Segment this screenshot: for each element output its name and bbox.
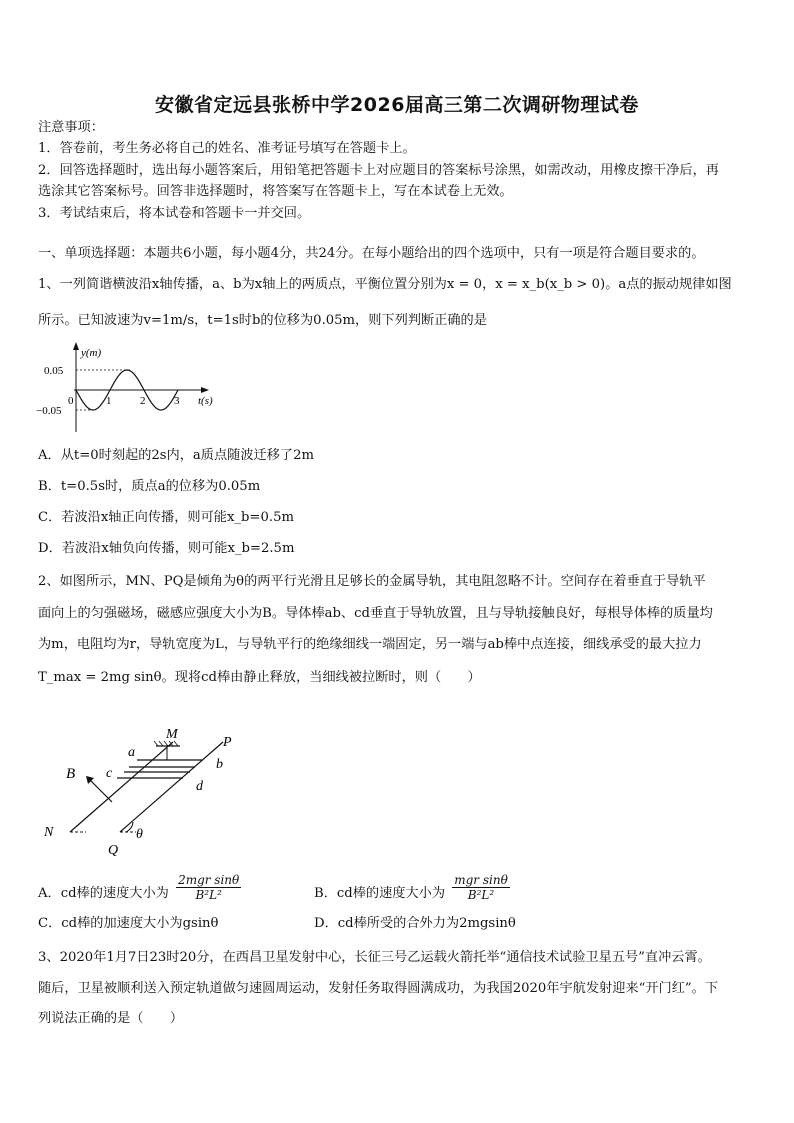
q1-xtick-0: 0 bbox=[68, 395, 74, 407]
q2-option-a-numerator: 2mgr sinθ bbox=[178, 873, 240, 887]
page-title: 安徽省定远县张桥中学2026届高三第二次调研物理试卷 bbox=[155, 94, 639, 116]
q3-stem-line2: 随后，卫星被顺利送入预定轨道做匀速圆周运动，发射任务取得圆满成功，为我国2020年宇航发射迎来“开门红”。下 bbox=[38, 981, 719, 996]
q1-ytick-top: 0.05 bbox=[44, 365, 64, 377]
q1-xtick-1: 1 bbox=[106, 395, 112, 407]
q1-option-b: B．t=0.5s时，质点a的位移为0.05m bbox=[38, 479, 261, 494]
q2-stem-line4: T_max = 2mg sinθ。现将cd棒由静止释放，当细线被拉断时，则（ ） bbox=[38, 670, 481, 685]
q2-label-b: b bbox=[216, 757, 223, 772]
notice-heading: 注意事项： bbox=[38, 120, 104, 135]
q1-vibration-graph bbox=[34, 340, 224, 435]
notice-item-2: 2．回答选择题时，选出每小题答案后，用铅笔把答题卡上对应题目的答案标号涂黑，如需改动，用橡皮擦干净后，再 bbox=[38, 163, 719, 178]
q2-label-d: d bbox=[196, 779, 203, 794]
q2-option-b-denominator: B²L² bbox=[467, 888, 495, 902]
q1-option-a: A．从t=0时刻起的2s内，a质点随波迁移了2m bbox=[38, 448, 314, 463]
q3-stem-line1: 3、2020年1月7日23时20分，在西昌卫星发射中心，长征三号乙运载火箭托举“通信技术试验卫星五号”直冲云霄。 bbox=[38, 950, 711, 965]
q1-stem-line2: 所示。已知波速为v=1m/s，t=1s时b的位移为0.05m，则下列判断正确的是 bbox=[38, 313, 487, 328]
q2-label-c: c bbox=[106, 766, 113, 781]
q1-ytick-bottom: −0.05 bbox=[36, 405, 62, 417]
q2-option-a-fraction bbox=[176, 874, 241, 901]
q1-ylabel: y(m) bbox=[81, 347, 102, 359]
q2-option-a-text: A．cd棒的速度大小为 bbox=[38, 886, 169, 901]
notice-item-2-cont: 选涂其它答案标号。回答非选择题时，将答案写在答题卡上，写在本试卷上无效。 bbox=[38, 184, 513, 199]
q2-label-a: a bbox=[128, 745, 135, 760]
section-heading: 一、单项选择题：本题共6小题，每小题4分，共24分。在每小题给出的四个选项中，只有一项是符合题目要求的。 bbox=[38, 246, 705, 261]
q2-stem-line2: 面向上的匀强磁场，磁感应强度大小为B。导体棒ab、cd垂直于导轨放置，且与导轨接触良好，每根导体棒的质量均 bbox=[38, 606, 713, 621]
q1-option-d: D．若波沿x轴负向传播，则可能x_b=2.5m bbox=[38, 541, 295, 556]
q2-label-field: B bbox=[66, 766, 76, 782]
q2-stem-line1: 2、如图所示，MN、PQ是倾角为θ的两平行光滑且足够长的金属导轨，其电阻忽略不计。空间存在着垂直于导轨平 bbox=[38, 574, 706, 589]
q1-stem-line1: 1、一列简谐横波沿x轴传播，a、b为x轴上的两质点，平衡位置分别为x = 0，x = x_b(x_b > 0)。a点的振动规律如图 bbox=[38, 277, 732, 292]
q2-rail-diagram bbox=[40, 720, 250, 860]
q2-option-b-fraction bbox=[452, 874, 510, 901]
notice-item-3: 3．考试结束后，将本试卷和答题卡一并交回。 bbox=[38, 206, 311, 221]
q2-option-b bbox=[314, 873, 510, 907]
q2-option-b-numerator: mgr sinθ bbox=[454, 873, 508, 887]
q1-option-c: C．若波沿x轴正向传播，则可能x_b=0.5m bbox=[38, 510, 294, 525]
q3-stem-line3: 列说法正确的是（ ） bbox=[38, 1011, 184, 1026]
q2-option-a bbox=[38, 873, 241, 907]
q2-option-a-denominator: B²L² bbox=[195, 888, 222, 902]
notice-item-1: 1．答卷前，考生务必将自己的姓名、准考证号填写在答题卡上。 bbox=[38, 141, 416, 156]
q2-label-p: P bbox=[223, 735, 232, 750]
q2-option-d: D．cd棒所受的合外力为2mgsinθ bbox=[314, 916, 516, 931]
q2-stem-line3: 为m，电阻均为r，导轨宽度为L，与导轨平行的绝缘细线一端固定，另一端与ab棒中点连接，细线承受的最大拉力 bbox=[38, 637, 702, 652]
q2-label-n: N bbox=[44, 825, 54, 840]
q2-label-q: Q bbox=[108, 843, 119, 858]
q2-label-theta: θ bbox=[136, 827, 143, 842]
q1-xlabel: t(s) bbox=[198, 395, 213, 407]
q1-xtick-2: 2 bbox=[140, 395, 146, 407]
q1-xtick-3: 3 bbox=[174, 395, 180, 407]
q2-option-b-text: B．cd棒的速度大小为 bbox=[314, 886, 446, 901]
q2-label-m: M bbox=[166, 727, 178, 742]
q2-option-c: C．cd棒的加速度大小为gsinθ bbox=[38, 916, 219, 931]
